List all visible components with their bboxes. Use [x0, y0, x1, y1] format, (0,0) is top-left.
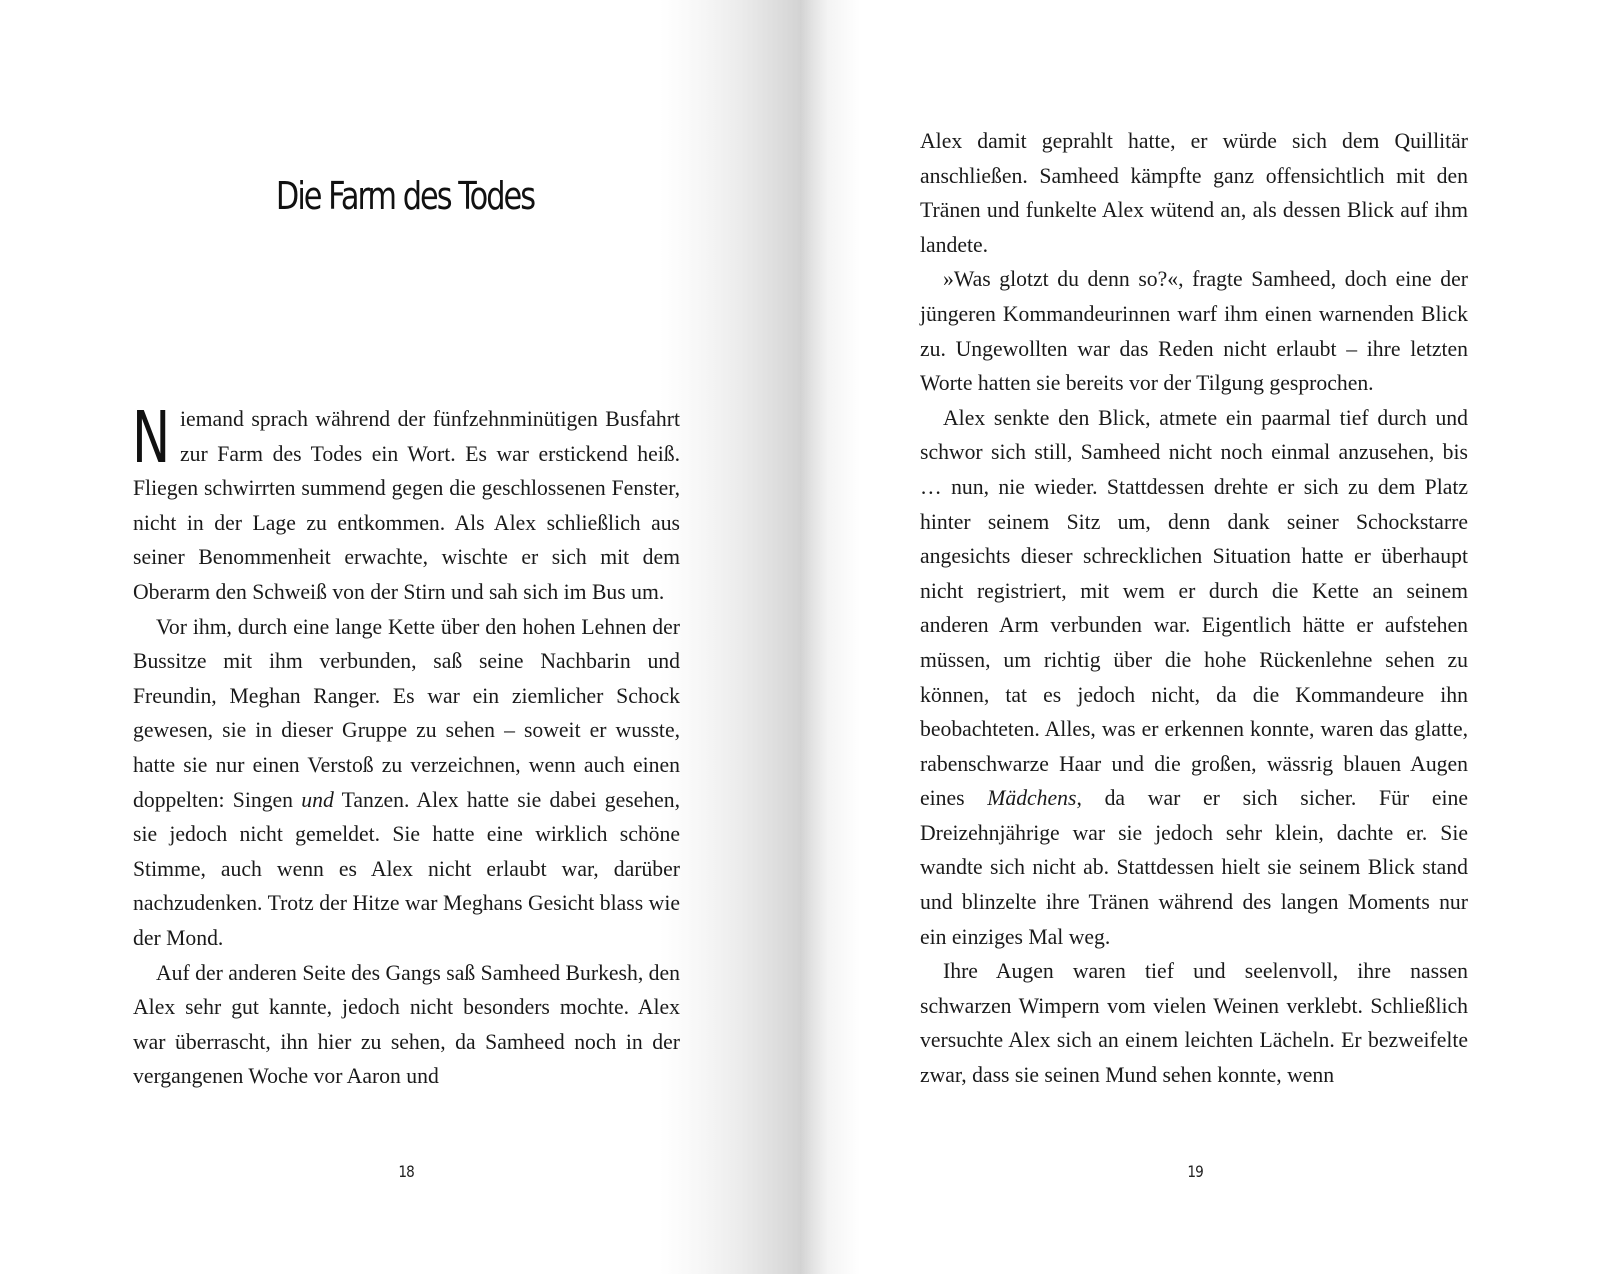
paragraph-6-text-a: Alex senkte den Blick, atmete ein paarmal tief durch und schwor sich still, Samheed nicht noch einmal anzusehen, bis … nun, nie wieder. Stattdessen drehte er sich zu dem Platz hinter seinem Sitz um, denn dank seiner Schockstarre angesichts dieser schrecklichen Situation hatte er überhaupt nicht registriert, mit wem er durch die Kette an seinem anderen Arm verbunden war. Eigentlich hätte er aufstehen müssen, um richtig über die hohe Rückenlehne sehen zu können, tat es jedoch nicht, da die Kommandeure ihn beobachteten. Alles, was er erkennen konnte, waren das glatte, rabenschwarze Haar und die großen, wässrig blauen Augen eines: [920, 405, 1468, 811]
paragraph-4: Alex damit geprahlt hatte, er würde sich dem Quillitär anschließen. Samheed kämpfte ganz offensichtlich mit den Tränen und funkelte Alex wütend an, als dessen Blick auf ihm landete.: [920, 129, 1468, 257]
paragraph-5: »Was glotzt du denn so?«, fragte Samheed, doch eine der jüngeren Kommandeurinnen warf ihm einen warnenden Blick zu. Ungewollten war das Reden nicht erlaubt – ihre letzten Worte hatten sie bereits vor der Tilgung gesprochen.: [920, 267, 1468, 396]
paragraph-6-text-b: , da war er sich sicher. Für eine Dreizehnjährige war sie jedoch sehr klein, dachte er. Sie wandte sich nicht ab. Stattdessen hielt sie seinem Blick stand und blinzelte ihre Tränen während des langen Moments nur ein einziges Mal weg.: [920, 786, 1468, 949]
paragraph-2-text-b: Tanzen. Alex hatte sie dabei gesehen, sie jedoch nicht gemeldet. Sie hatte eine wirklich schöne Stimme, auch wenn es Alex nicht erlaubt war, darüber nachzudenken. Trotz der Hitze war Meghans Gesicht blass wie der Mond.: [133, 787, 681, 950]
paragraph-2-italic: und: [301, 787, 334, 812]
chapter-title: Die Farm des Todes: [275, 174, 535, 218]
right-page-text: [920, 124, 1468, 1093]
page-number-right: 19: [1187, 1162, 1203, 1181]
paragraph-7: Ihre Augen waren tief und seelenvoll, ihre nassen schwarzen Wimpern vom vielen Weinen verklebt. Schließlich versuchte Alex sich an einem leichten Lächeln. Er bezweifelte zwar, dass sie seinen Mund sehen konnte, wenn: [920, 959, 1468, 1088]
drop-cap: N: [132, 396, 171, 479]
paragraph-2-text-a: Vor ihm, durch eine lange Kette über den hohen Lehnen der Bussitze mit ihm verbunden, saß seine Nachbarin und Freundin, Meghan Ranger. Es war ein ziemlicher Schock gewesen, sie in dieser Gruppe zu sehen – soweit er wusste, hatte sie nur einen Verstoß zu verzeichnen, wenn auch einen doppelten: Singen: [133, 614, 680, 812]
paragraph-1: [132, 396, 680, 610]
paragraph-1-text: iemand sprach während der fünfzehnminütigen Busfahrt zur Farm des Todes ein Wort. Es war erstickend heiß. Fliegen schwirrten summend gegen die geschlossenen Fenster, nicht in der Lage zu entkommen. Als Alex schließlich aus seiner Benommenheit erwachte, wischte er sich mit dem Oberarm den Schweiß von der Stirn und sah sich im Bus um.: [133, 407, 680, 604]
paragraph-2: [133, 610, 680, 956]
paragraph-3: Auf der anderen Seite des Gangs saß Samheed Burkesh, den Alex sehr gut kannte, jedoch nicht besonders mochte. Alex war überrascht, ihn hier zu sehen, da Samheed noch in der vergangenen Woche vor Aaron und: [133, 960, 680, 1089]
paragraph-6: [920, 401, 1468, 955]
left-page-text: [132, 396, 681, 1094]
page-number-left: 18: [398, 1162, 414, 1181]
paragraph-6-italic: Mädchens: [987, 786, 1077, 811]
